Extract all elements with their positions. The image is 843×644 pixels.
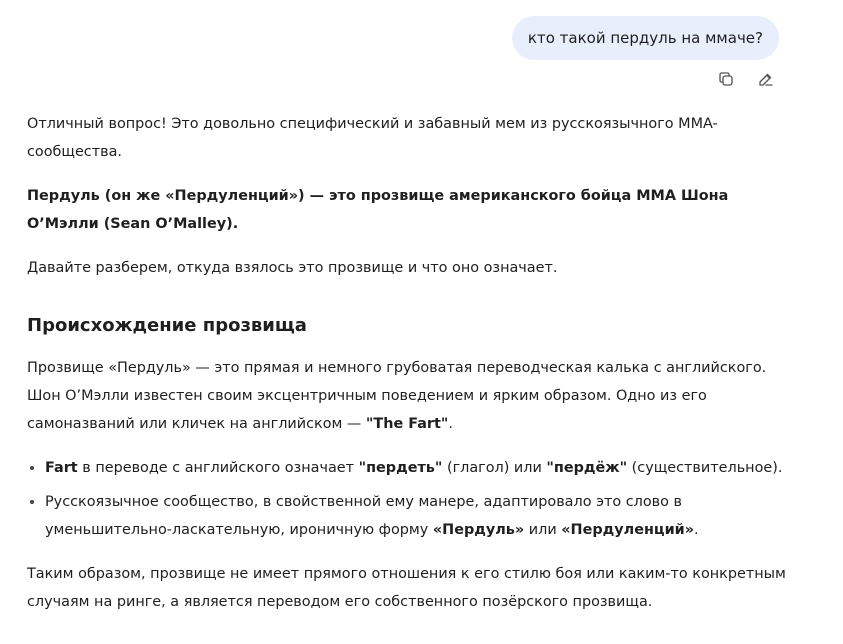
list-item bbox=[45, 488, 787, 544]
user-message-text: кто такой пердуль на ммаче? bbox=[527, 29, 763, 47]
bullet2-bold1: «Пердуль» bbox=[432, 522, 525, 538]
answer-paragraph-conclusion: Таким образом, прозвище не имеет прямого отношения к его стилю боя или каким-то конкретным случаям на ринге, а является переводом его собственного позёрского прозвища. bbox=[27, 566, 786, 610]
pencil-icon[interactable] bbox=[755, 68, 777, 90]
answer-paragraph-intro: Отличный вопрос! Это довольно специфический и забавный мем из русскоязычного MMA-сообщества. bbox=[27, 116, 718, 160]
bullet2-text2: или bbox=[524, 522, 562, 538]
bullet1-bold1: Fart bbox=[45, 460, 78, 476]
answer-bullet-list bbox=[27, 454, 787, 544]
answer-paragraph-origin bbox=[27, 354, 787, 438]
answer-paragraph-lead: Давайте разберем, откуда взялось это прозвище и что оно означает. bbox=[27, 260, 558, 276]
origin-bold: "The Fart" bbox=[365, 416, 449, 432]
answer-paragraph-definition bbox=[27, 182, 787, 238]
section-heading: Происхождение прозвища bbox=[27, 315, 307, 336]
definition-bold: Пердуль (он же «Пердуленций») — это прозвище американского бойца MMA Шона О’Мэлли (Sean O’Malley). bbox=[27, 188, 729, 232]
bullet2-bold2: «Пердуленций» bbox=[561, 522, 695, 538]
bullet1-text2: (глагол) или bbox=[442, 460, 547, 476]
bullet1-text3: (существительное). bbox=[627, 460, 783, 476]
bullet1-text1: в переводе с английского означает bbox=[77, 460, 359, 476]
origin-end: . bbox=[448, 416, 453, 432]
origin-text: Прозвище «Пердуль» — это прямая и немного грубоватая переводческая калька с английского. Шон О’Мэлли известен своим эксцентричным поведением и ярким образом. Одно из его самоназваний или кличек на английском — bbox=[27, 360, 767, 432]
user-message-actions bbox=[715, 68, 777, 90]
user-message-bubble bbox=[512, 16, 779, 60]
bullet1-bold3: "пердёж" bbox=[546, 460, 628, 476]
bullet2-text1: Русскоязычное сообщество, в свойственной ему манере, адаптировало это слово в уменьшительно-ласкательную, ироничную форму bbox=[45, 494, 682, 538]
assistant-answer bbox=[27, 110, 787, 632]
list-item bbox=[45, 454, 787, 482]
bullet2-text3: . bbox=[694, 522, 699, 538]
copy-icon[interactable] bbox=[715, 68, 737, 90]
bullet1-bold2: "пердеть" bbox=[358, 460, 443, 476]
